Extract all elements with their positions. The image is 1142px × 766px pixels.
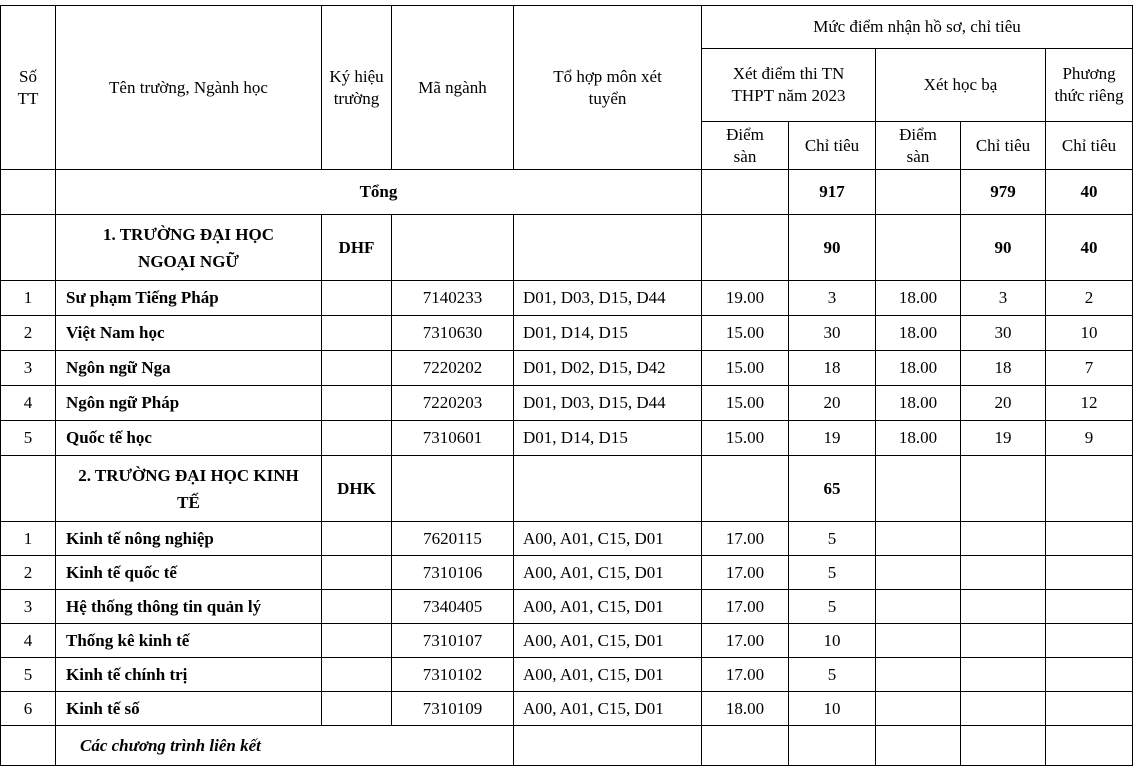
row-subject-combination: A00, A01, C15, D01 — [514, 692, 702, 726]
row-subject-combination: D01, D03, D15, D44 — [514, 386, 702, 421]
header-score-quota: Mức điểm nhận hồ sơ, chỉ tiêu — [702, 6, 1133, 49]
school-name: 2. TRƯỜNG ĐẠI HỌC KINH TẾ — [56, 456, 322, 522]
row-quota-exam: 18 — [789, 351, 876, 386]
row-stt: 4 — [1, 624, 56, 658]
header-transcript: Xét học bạ — [876, 49, 1046, 122]
row-quota-own: 10 — [1046, 316, 1133, 351]
row-stt: 1 — [1, 281, 56, 316]
school-exam-quota: 65 — [789, 456, 876, 522]
row-major-code: 7310107 — [392, 624, 514, 658]
table-row — [1, 556, 1133, 590]
table-row — [1, 421, 1133, 456]
table-row — [1, 316, 1133, 351]
row-min-score-exam: 15.00 — [702, 421, 789, 456]
row-min-score-transcript: 18.00 — [876, 351, 961, 386]
total-transcript-quota: 979 — [961, 170, 1046, 215]
row-major-name: Việt Nam học — [56, 316, 322, 351]
row-quota-exam: 5 — [789, 658, 876, 692]
row-stt: 2 — [1, 316, 56, 351]
row-major-code: 7140233 — [392, 281, 514, 316]
header-quota-3: Chỉ tiêu — [1046, 122, 1133, 170]
row-major-code: 7310102 — [392, 658, 514, 692]
table-row — [1, 281, 1133, 316]
row-major-name: Kinh tế chính trị — [56, 658, 322, 692]
total-row — [1, 170, 1133, 215]
row-quota-own: 12 — [1046, 386, 1133, 421]
row-min-score-exam: 19.00 — [702, 281, 789, 316]
row-stt: 5 — [1, 658, 56, 692]
school-exam-quota: 90 — [789, 215, 876, 281]
header-exam-score: Xét điểm thi TN THPT năm 2023 — [702, 49, 876, 122]
school-own-quota: 40 — [1046, 215, 1133, 281]
row-major-name: Kinh tế nông nghiệp — [56, 522, 322, 556]
school-code: DHK — [322, 456, 392, 522]
row-min-score-exam: 15.00 — [702, 386, 789, 421]
row-major-code: 7620115 — [392, 522, 514, 556]
row-major-code: 7310109 — [392, 692, 514, 726]
row-stt: 3 — [1, 351, 56, 386]
row-min-score-exam: 15.00 — [702, 351, 789, 386]
row-stt: 6 — [1, 692, 56, 726]
row-subject-combination: D01, D02, D15, D42 — [514, 351, 702, 386]
row-subject-combination: A00, A01, C15, D01 — [514, 590, 702, 624]
row-min-score-exam: 18.00 — [702, 692, 789, 726]
joint-programs-row — [1, 726, 1133, 766]
header-school-major: Tên trường, Ngành học — [56, 6, 322, 170]
header-min-score-1: Điểm sàn — [702, 122, 789, 170]
row-quota-exam: 20 — [789, 386, 876, 421]
header-row-1 — [1, 6, 1133, 49]
row-min-score-exam: 17.00 — [702, 522, 789, 556]
row-major-name: Kinh tế số — [56, 692, 322, 726]
total-own-quota: 40 — [1046, 170, 1133, 215]
row-quota-own: 7 — [1046, 351, 1133, 386]
total-exam-quota: 917 — [789, 170, 876, 215]
row-quota-transcript: 30 — [961, 316, 1046, 351]
header-quota-1: Chỉ tiêu — [789, 122, 876, 170]
row-quota-transcript: 3 — [961, 281, 1046, 316]
table-row — [1, 386, 1133, 421]
row-stt: 2 — [1, 556, 56, 590]
row-subject-combination: D01, D14, D15 — [514, 421, 702, 456]
row-min-score-transcript: 18.00 — [876, 421, 961, 456]
table-row — [1, 624, 1133, 658]
school-name: 1. TRƯỜNG ĐẠI HỌC NGOẠI NGỮ — [56, 215, 322, 281]
row-quota-transcript: 18 — [961, 351, 1046, 386]
header-quota-2: Chỉ tiêu — [961, 122, 1046, 170]
school-code: DHF — [322, 215, 392, 281]
table-row — [1, 658, 1133, 692]
header-school-code: Ký hiệu trường — [322, 6, 392, 170]
school-row — [1, 456, 1133, 522]
row-stt: 4 — [1, 386, 56, 421]
row-quota-exam: 3 — [789, 281, 876, 316]
header-subject-combination: Tổ hợp môn xét tuyển — [514, 6, 702, 170]
row-major-name: Sư phạm Tiếng Pháp — [56, 281, 322, 316]
row-min-score-exam: 17.00 — [702, 590, 789, 624]
row-major-code: 7220202 — [392, 351, 514, 386]
row-stt: 5 — [1, 421, 56, 456]
row-quota-transcript: 19 — [961, 421, 1046, 456]
row-quota-own: 9 — [1046, 421, 1133, 456]
row-quota-exam: 10 — [789, 624, 876, 658]
table-row — [1, 351, 1133, 386]
row-major-code: 7310601 — [392, 421, 514, 456]
row-major-code: 7340405 — [392, 590, 514, 624]
row-major-name: Hệ thống thông tin quản lý — [56, 590, 322, 624]
admission-table — [0, 5, 1133, 766]
row-subject-combination: A00, A01, C15, D01 — [514, 556, 702, 590]
row-min-score-exam: 15.00 — [702, 316, 789, 351]
table-row — [1, 692, 1133, 726]
row-min-score-transcript: 18.00 — [876, 281, 961, 316]
row-major-name: Thống kê kinh tế — [56, 624, 322, 658]
row-subject-combination: A00, A01, C15, D01 — [514, 522, 702, 556]
row-major-code: 7220203 — [392, 386, 514, 421]
row-subject-combination: D01, D14, D15 — [514, 316, 702, 351]
header-stt: Số TT — [1, 6, 56, 170]
row-major-name: Ngôn ngữ Pháp — [56, 386, 322, 421]
header-own-method: Phương thức riêng — [1046, 49, 1133, 122]
row-min-score-exam: 17.00 — [702, 624, 789, 658]
row-quota-transcript: 20 — [961, 386, 1046, 421]
header-major-code: Mã ngành — [392, 6, 514, 170]
row-quota-exam: 5 — [789, 522, 876, 556]
total-label: Tổng — [56, 170, 702, 215]
table-row — [1, 590, 1133, 624]
row-quota-exam: 5 — [789, 556, 876, 590]
row-min-score-exam: 17.00 — [702, 556, 789, 590]
row-min-score-exam: 17.00 — [702, 658, 789, 692]
row-min-score-transcript: 18.00 — [876, 386, 961, 421]
joint-programs-label: Các chương trình liên kết — [56, 726, 514, 766]
row-major-name: Ngôn ngữ Nga — [56, 351, 322, 386]
table-row — [1, 522, 1133, 556]
row-major-name: Kinh tế quốc tế — [56, 556, 322, 590]
row-quota-own: 2 — [1046, 281, 1133, 316]
header-min-score-2: Điểm sàn — [876, 122, 961, 170]
row-stt: 3 — [1, 590, 56, 624]
row-subject-combination: A00, A01, C15, D01 — [514, 624, 702, 658]
row-quota-exam: 30 — [789, 316, 876, 351]
row-subject-combination: D01, D03, D15, D44 — [514, 281, 702, 316]
row-quota-exam: 19 — [789, 421, 876, 456]
row-major-code: 7310106 — [392, 556, 514, 590]
school-transcript-quota: 90 — [961, 215, 1046, 281]
row-quota-exam: 10 — [789, 692, 876, 726]
school-row — [1, 215, 1133, 281]
row-quota-exam: 5 — [789, 590, 876, 624]
row-stt: 1 — [1, 522, 56, 556]
row-major-name: Quốc tế học — [56, 421, 322, 456]
row-major-code: 7310630 — [392, 316, 514, 351]
row-subject-combination: A00, A01, C15, D01 — [514, 658, 702, 692]
row-min-score-transcript: 18.00 — [876, 316, 961, 351]
